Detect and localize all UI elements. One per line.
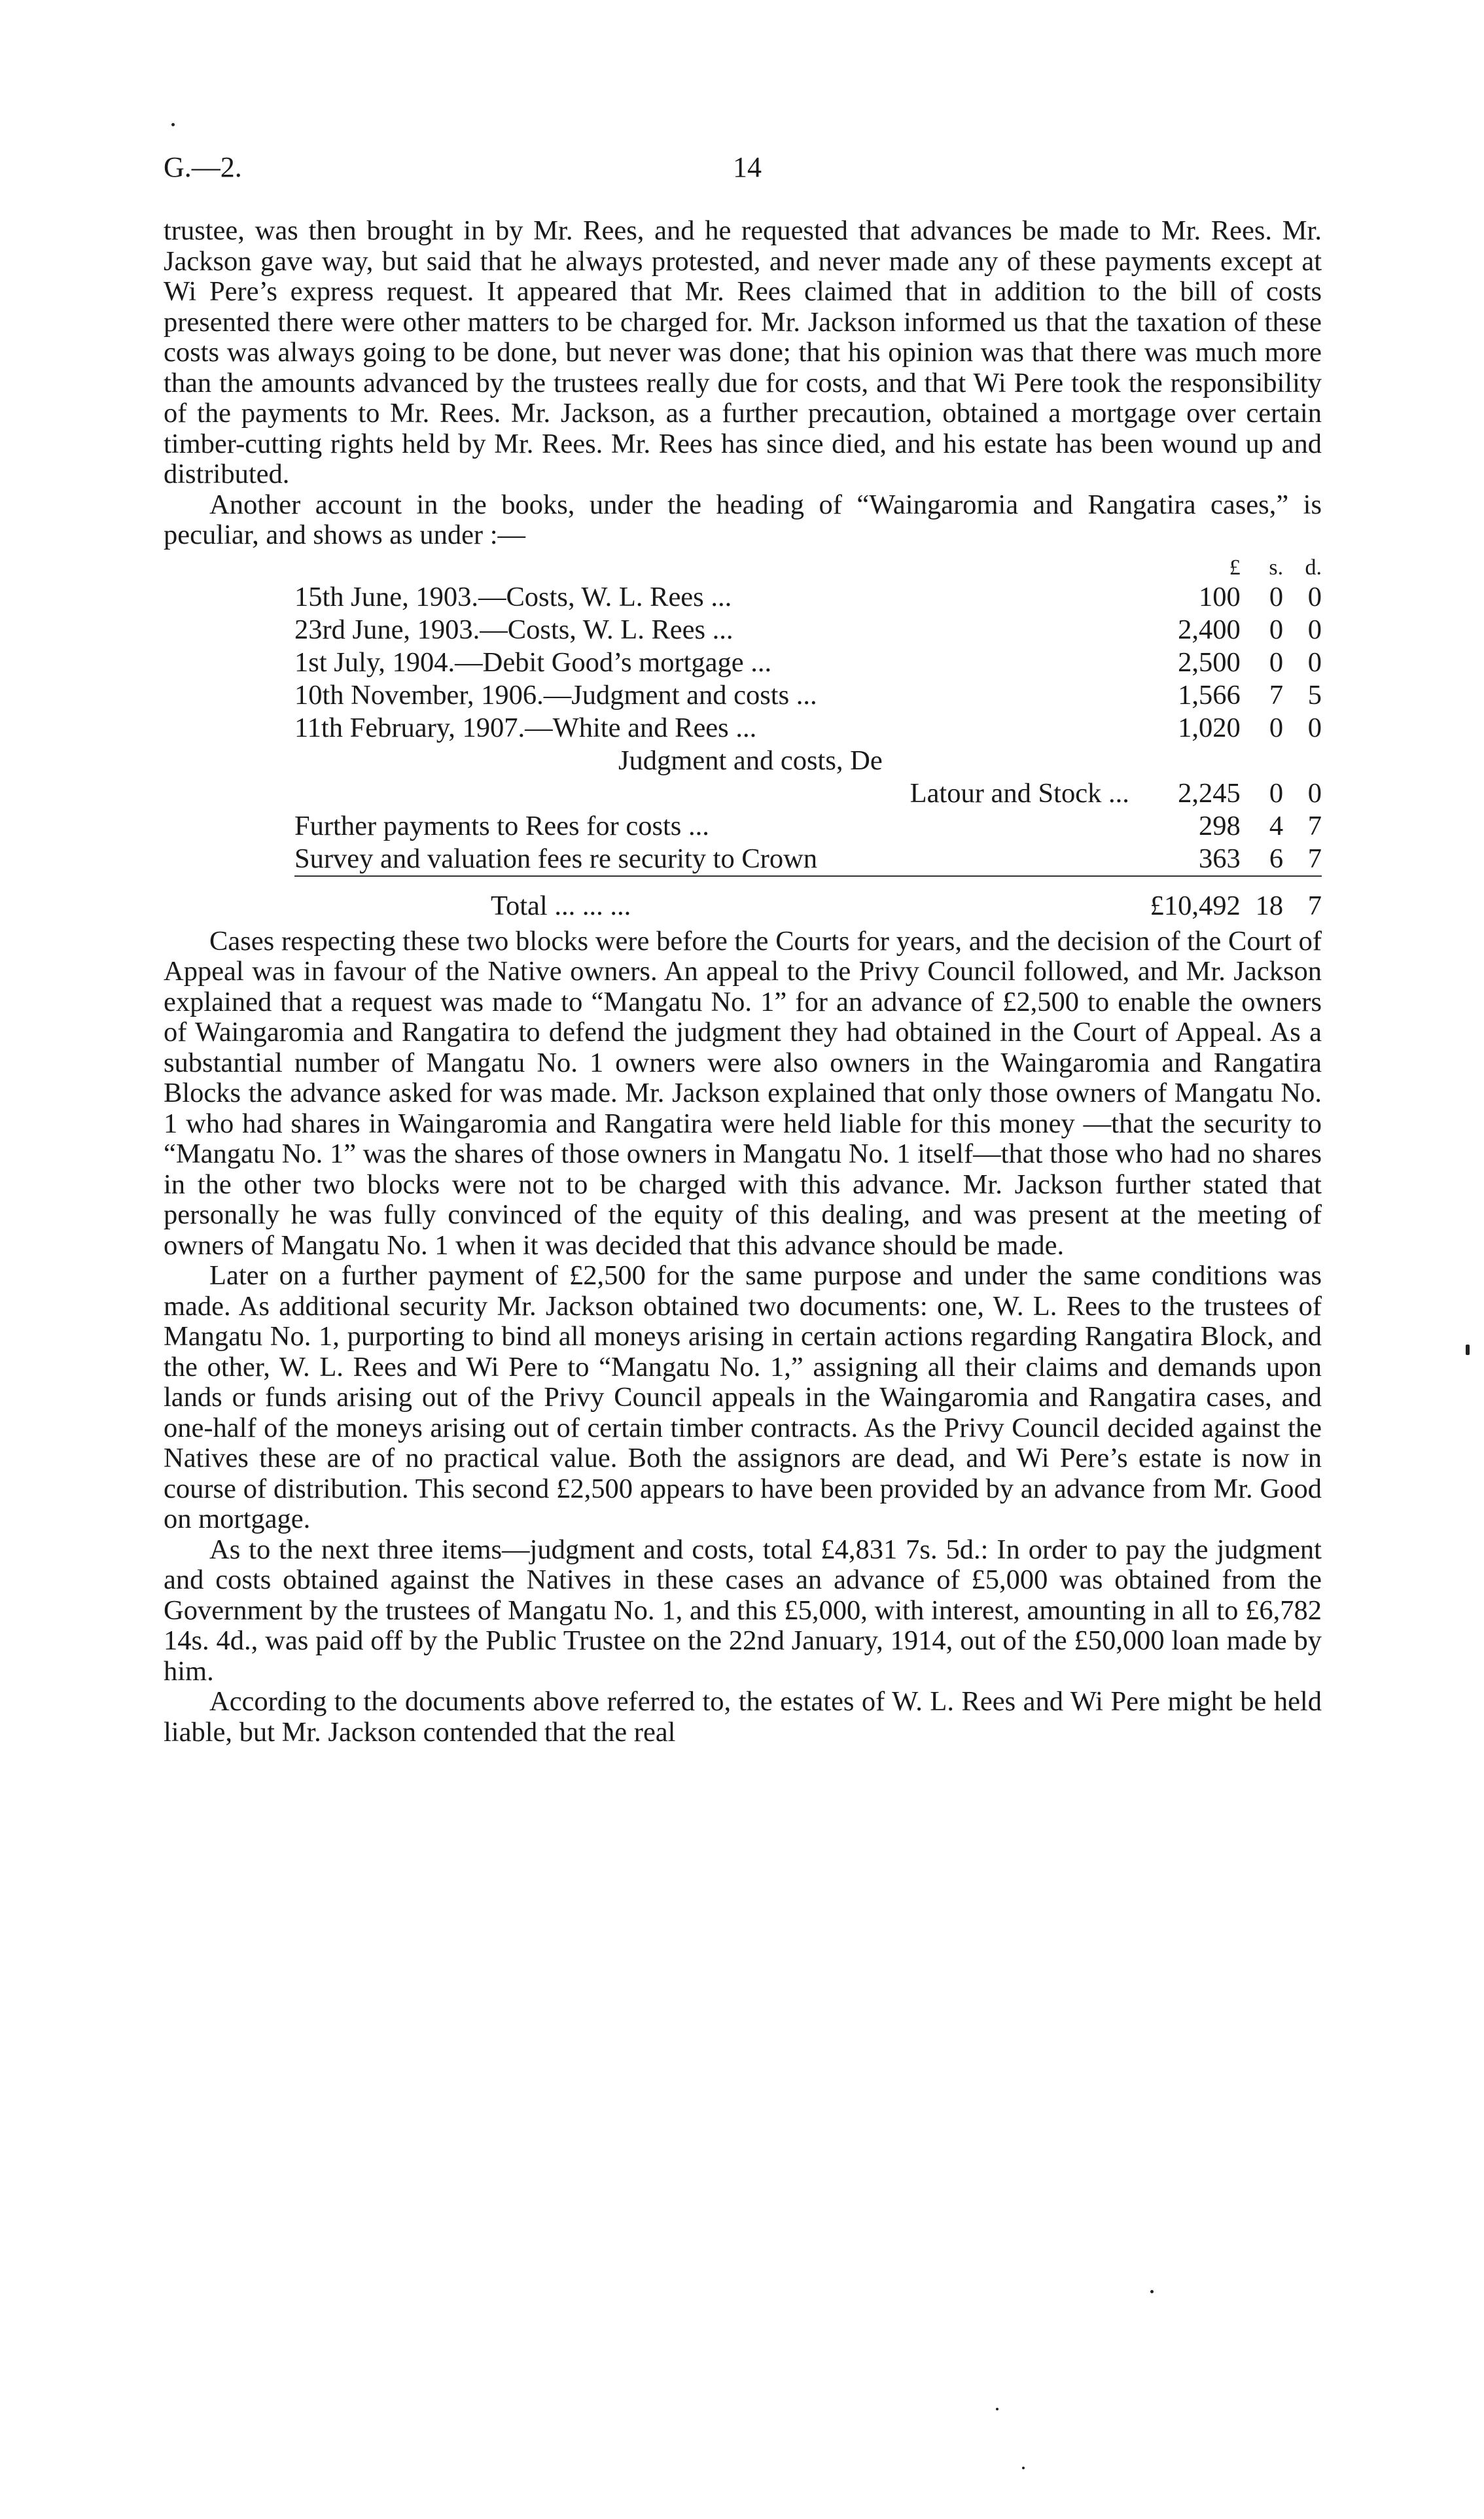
row-pounds: 2,500 (1178, 646, 1241, 678)
paragraph: As to the next three items—judgment and costs, total £4,831 7s. 5d.: In order to pay the judgment and costs obtained against the Natives in these cases an advance of £5,000 was obtained from the Government by the trustees of Mangatu No. 1, and this £5,000, with interest, amounting in all to £6,782 14s. 4d., was paid off by the Public Trustee on the 22nd January, 1914, out of the £50,000 loan made by him. (164, 1534, 1322, 1687)
row-description: 1st July, 1904.—Debit Good’s mortgage ... (294, 646, 772, 678)
total-label: Total ... ... ... (294, 876, 1129, 923)
scan-speck (1022, 2467, 1025, 2469)
account-table (294, 555, 1322, 923)
paragraph: According to the documents above referred to, the estates of W. L. Rees and Wi Pere might be held liable, but Mr. Jackson contended that the real (164, 1686, 1322, 1748)
paragraph: trustee, was then brought in by Mr. Rees, and he requested that advances be made to Mr. Rees. Mr. Jackson gave way, but said that he always protested, and never made any of these payments except at Wi Pere’s express request. It appeared that Mr. Rees claimed that in addition to the bill of costs presented there were other matters to be charged for. Mr. Jackson informed us that the taxation of these costs was always going to be done, but never was done; that his opinion was that there was much more than the amounts advanced by the trustees really due for costs, and that Wi Pere took the responsibility of the payments to Mr. Rees. Mr. Jackson, as a further precaution, obtained a mortgage over certain timber-cutting rights held by Mr. Rees. Mr. Rees has since died, and his estate has been wound up and distributed. (164, 215, 1322, 489)
row-shillings: 4 (1269, 810, 1284, 841)
row-pounds: 1,020 (1178, 712, 1241, 743)
row-description: 15th June, 1903.—Costs, W. L. Rees ... (294, 581, 732, 612)
paragraph: Later on a further payment of £2,500 for the same purpose and under the same conditions was made. As additional security Mr. Jackson obtained two documents: one, W. L. Rees to the trustees of Mangatu No. 1, purporting to bind all moneys arising in certain actions regarding Rangatira Block, and the other, W. L. Rees and Wi Pere to “Mangatu No. 1,” assigning all their claims and demands upon lands or funds arising out of the Privy Council appeals in the Waingaromia and Rangatira cases, and one-half of the moneys arising out of certain timber contracts. As the Privy Council decided against the Natives these are of no practical value. Both the assignors are dead, and Wi Pere’s estate is now in course of distribution. This second £2,500 appears to have been provided by an advance from Mr. Good on mortgage. (164, 1260, 1322, 1534)
row-pence: 0 (1307, 581, 1322, 612)
account-row (294, 777, 1322, 810)
row-pence: 0 (1307, 646, 1322, 678)
row-pounds: 1,566 (1178, 679, 1241, 711)
header-pounds: £ (1229, 555, 1241, 580)
scan-speck (171, 123, 175, 126)
row-pounds: 363 (1198, 843, 1241, 874)
row-description: 23rd June, 1903.—Costs, W. L. Rees ... (294, 614, 733, 645)
page-number: 14 (733, 151, 762, 183)
scan-speck (996, 2408, 998, 2410)
row-pounds (1129, 745, 1241, 777)
scan-speck (1466, 1345, 1470, 1355)
total-pence: 7 (1283, 876, 1322, 923)
document-reference: G.—2. (164, 151, 242, 183)
row-pence: 0 (1307, 777, 1322, 809)
row-description: 10th November, 1906.—Judgment and costs ... (294, 679, 817, 711)
row-shillings: 0 (1269, 777, 1284, 809)
body-text (164, 216, 1322, 1748)
row-shillings: 0 (1269, 646, 1284, 678)
scan-speck (1150, 2290, 1154, 2293)
row-shillings: 0 (1269, 614, 1284, 645)
account-row (294, 646, 1322, 679)
row-pounds: 2,400 (1178, 614, 1241, 645)
row-shillings: 7 (1269, 679, 1284, 711)
row-pence: 7 (1307, 843, 1322, 874)
row-description: Further payments to Rees for costs ... (294, 810, 709, 841)
paragraph: Another account in the books, under the heading of “Waingaromia and Rangatira cases,” is peculiar, and shows as under :— (164, 489, 1322, 550)
total-shillings: 18 (1241, 876, 1283, 923)
row-shillings: 0 (1269, 581, 1284, 612)
row-pence: 0 (1307, 712, 1322, 743)
account-row (294, 679, 1322, 712)
row-description: Latour and Stock ... (910, 777, 1129, 809)
row-description: Judgment and costs, De (618, 745, 883, 776)
account-row-continued (294, 745, 1322, 777)
row-shillings (1241, 745, 1283, 777)
row-pence: 7 (1307, 810, 1322, 841)
row-pence: 5 (1307, 679, 1322, 711)
row-description: Survey and valuation fees re security to Crown (294, 843, 818, 874)
header-pence: d. (1305, 555, 1322, 580)
total-pounds: £10,492 (1129, 876, 1241, 923)
row-pence (1283, 745, 1322, 777)
paragraph: Cases respecting these two blocks were before the Courts for years, and the decision of the Court of Appeal was in favour of the Native owners. An appeal to the Privy Council followed, and Mr. Jackson explained that a request was made to “Mangatu No. 1” for an advance of £2,500 to enable the owners of Waingaromia and Rangatira to defend the judgment they had obtained in the Court of Appeal. As a substantial number of Mangatu No. 1 owners were also owners in the Waingaromia and Rangatira Blocks the advance asked for was made. Mr. Jackson explained that only those owners of Mangatu No. 1 who had shares in Waingaromia and Rangatira were held liable for this money —that the security to “Mangatu No. 1” was the shares of those owners in Mangatu No. 1 itself—that those who had no shares in the other two blocks were not to be charged with this advance. Mr. Jackson further stated that personally he was fully convinced of the equity of this dealing, and was present at the meeting of owners of Mangatu No. 1 when it was decided that this advance should be made. (164, 925, 1322, 1261)
header-shillings: s. (1269, 555, 1284, 580)
row-shillings: 0 (1269, 712, 1284, 743)
account-row (294, 843, 1322, 876)
row-shillings: 6 (1269, 843, 1284, 874)
account-row (294, 810, 1322, 843)
account-row (294, 614, 1322, 646)
row-pounds: 298 (1198, 810, 1241, 841)
page-header (164, 150, 1322, 196)
row-pence: 0 (1307, 614, 1322, 645)
account-row (294, 712, 1322, 745)
row-pounds: 100 (1198, 581, 1241, 612)
account-row (294, 581, 1322, 614)
row-description: 11th February, 1907.—White and Rees ... (294, 712, 757, 743)
account-table-header (294, 555, 1322, 581)
row-pounds: 2,245 (1178, 777, 1241, 809)
account-total-row (294, 876, 1322, 923)
